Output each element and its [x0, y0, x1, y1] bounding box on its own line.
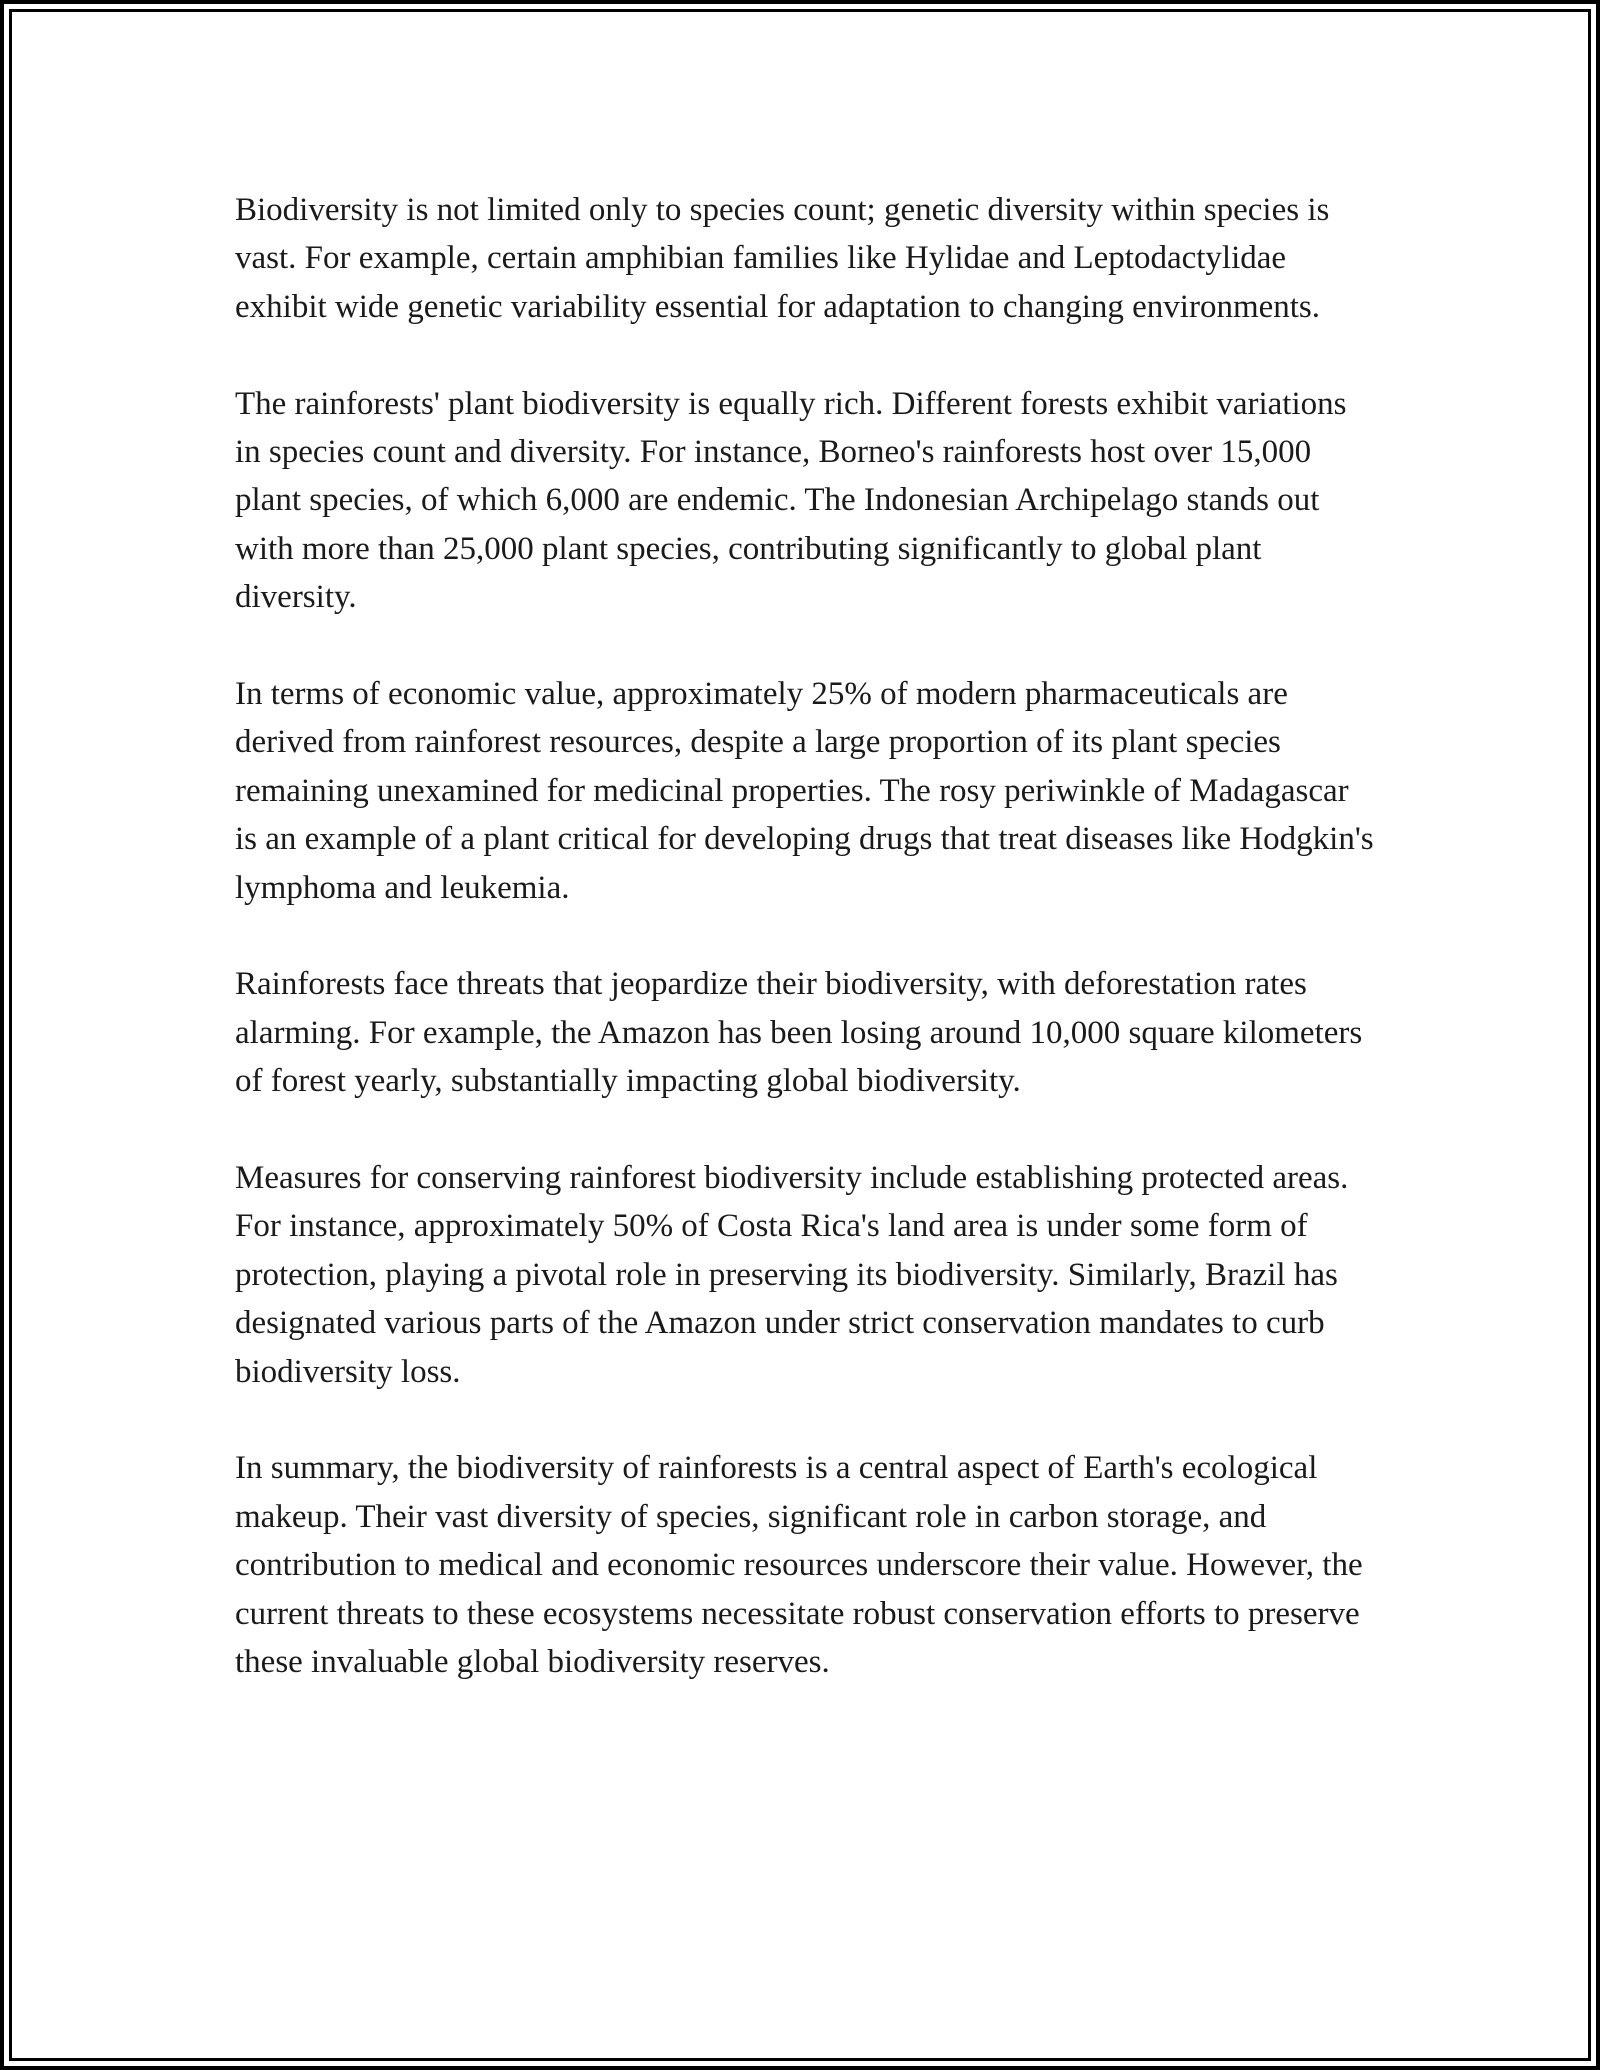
paragraph-summary: In summary, the biodiversity of rainforests is a central aspect of Earth's ecological makeup. Their vast diversity of species, significant role in carbon storage, and contribution to medical and economic resources underscore their value. However, the current threats to these ecosystems necessitate robust conservation efforts to preserve these invaluable global biodiversity reserves.: [235, 1450, 1363, 1681]
paragraph-threats: Rainforests face threats that jeopardize their biodiversity, with deforestation rates alarming. For example, the Amazon has been losing around 10,000 square kilometers of forest yearly, substantially impacting global biodiversity.: [235, 966, 1363, 1100]
paragraph-economic-value: In terms of economic value, approximately 25% of modern pharmaceuticals are derived from rainforest resources, despite a large proportion of its plant species remaining unexamined for medicinal properties. The rosy periwinkle of Madagascar is an example of a plant critical for developing drugs that treat diseases like Hodgkin's lymphoma and leukemia.: [235, 676, 1374, 906]
paragraph-genetic-diversity: Biodiversity is not limited only to species count; genetic diversity within species is vast. For example, certain amphibian families like Hylidae and Leptodactylidae exhibit wide genetic variability essential for adaptation to changing environments.: [235, 192, 1330, 325]
paragraph-plant-biodiversity: The rainforests' plant biodiversity is equally rich. Different forests exhibit variations in species count and diversity. For instance, Borneo's rainforests host over 15,000 plant species, of which 6,000 are endemic. The Indonesian Archipelago stands out with more than 25,000 plant species, contributing significantly to global plant diversity.: [235, 385, 1347, 616]
paragraph-conservation: Measures for conserving rainforest biodiversity include establishing protected areas. For instance, approximately 50% of Costa Rica's land area is under some form of protection, playing a pivotal role in preserving its biodiversity. Similarly, Brazil has designated various parts of the Amazon under strict conservation mandates to curb biodiversity loss.: [235, 1160, 1349, 1390]
document-body: [235, 186, 1375, 1735]
